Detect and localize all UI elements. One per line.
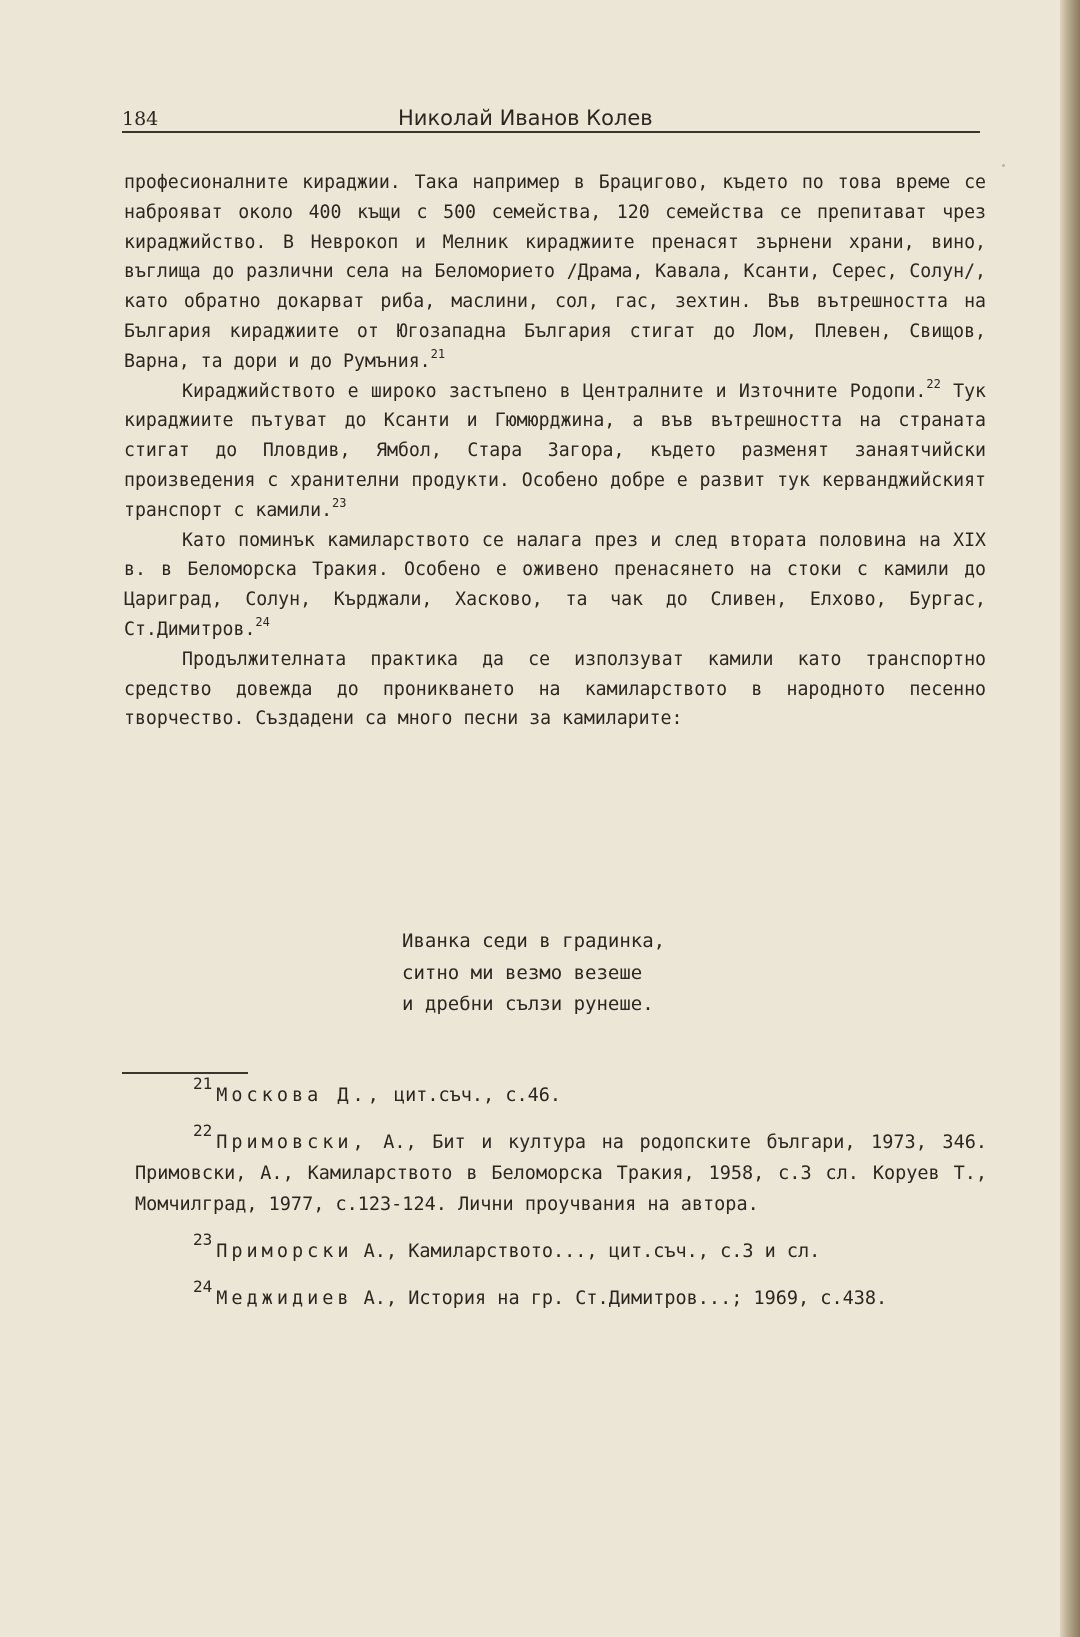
- poem-line-3: и дребни сълзи рунеше.: [402, 993, 654, 1015]
- footnote-number: 24: [193, 1277, 213, 1296]
- footnote-ref-21: 21: [430, 346, 446, 361]
- paragraph-4-text: Продължителната практика да се използуват камили като транспортно средство довежда до проникването на камиларството в народното песенно творчество. Създадени са много песни за камиларите:: [124, 648, 986, 730]
- footnote-24: [135, 1277, 987, 1314]
- paragraph-2-text-a: Кираджийството е широко застъпено в Централните и Източните Родопи.: [182, 380, 927, 402]
- poem-line-1: Иванка седи в градинка,: [402, 930, 666, 952]
- paper-speck: [1002, 164, 1005, 167]
- footnote-ref-24: 24: [255, 614, 270, 629]
- footnote-ref-22: 22: [926, 376, 941, 391]
- paragraph-2: [124, 377, 986, 526]
- paragraph-1: [124, 168, 986, 377]
- footnotes: [135, 1074, 987, 1330]
- paragraph-4: [124, 645, 986, 734]
- footnote-number: 22: [193, 1121, 213, 1140]
- paragraph-3-text: Като поминък камиларството се налага през и след втората половина на XIX в. в Беломорска Тракия. Особено е оживено пренасянето на стоки с камили до Цариград, Солун, Кърджали, Хасково, та чак до Сливен, Елхово, Бургас, Ст.Димитров.: [124, 529, 986, 640]
- footnote-22: [135, 1121, 987, 1220]
- footnote-ref-23: 23: [332, 495, 347, 510]
- footnote-text: цит.съч., с.46.: [382, 1085, 562, 1106]
- paragraph-1-text: професионалните кираджии. Така например в Брацигово, където по това време се наброяват около 400 къщи с 500 семейства, 120 семейства се препитават чрез кираджийство. В Неврокоп и Мелник кираджиите пренасят зърнени храни, вино, въглища до различни села на Беломорието /Драма, Кавала, Ксанти, Серес, Солун/, като обратно докарват риба, маслини, сол, гас, зехтин. Във вътрешността на България кираджиите от Югозападна България стигат до Лом, Плевен, Свищов, Варна, та дори и до Румъния.: [124, 172, 986, 372]
- body-text: [124, 168, 986, 734]
- footnote-author: Москова Д.,: [216, 1085, 383, 1106]
- page-number: 184: [122, 108, 159, 130]
- footnote-author: Приморски: [216, 1241, 353, 1262]
- running-head: Николай Иванов Колев: [398, 106, 653, 130]
- footnote-23: [135, 1230, 987, 1267]
- paragraph-2-text-b: Тук кираджиите пътуват до Ксанти и Гюмюрджина, а във вътрешността на страната стигат до Пловдив, Ямбол, Стара Загора, където разменят занаятчийски произведения с хранителни продукти. Особено добре е развит тук керванджийският транспорт с камили.: [124, 380, 986, 521]
- footnote-separator: [122, 1072, 248, 1074]
- footnote-author: Примовски,: [216, 1132, 368, 1153]
- header-rule: [122, 131, 980, 133]
- footnote-number: 21: [193, 1074, 213, 1093]
- footnote-author: Меджидиев: [216, 1288, 353, 1309]
- book-spine-edge: [1060, 0, 1080, 1637]
- footnote-number: 23: [193, 1230, 213, 1249]
- footnote-text: А., История на гр. Ст.Димитров...; 1969, с.438.: [352, 1288, 888, 1309]
- poem-line-2: ситно ми везмо везеше: [402, 961, 643, 984]
- paragraph-3: [124, 526, 986, 645]
- footnote-21: [135, 1074, 987, 1111]
- poem-excerpt: [402, 926, 665, 1021]
- footnote-text: А., Камиларството..., цит.съч., с.3 и сл.: [352, 1241, 821, 1262]
- footnote-text: А., Бит и култура на родопските българи, 1973, 346. Примовски, А., Камиларството в Беломорска Тракия, 1958, с.3 сл. Коруев Т., Момчилград, 1977, с.123-124. Лични проучвания на автора.: [135, 1132, 987, 1215]
